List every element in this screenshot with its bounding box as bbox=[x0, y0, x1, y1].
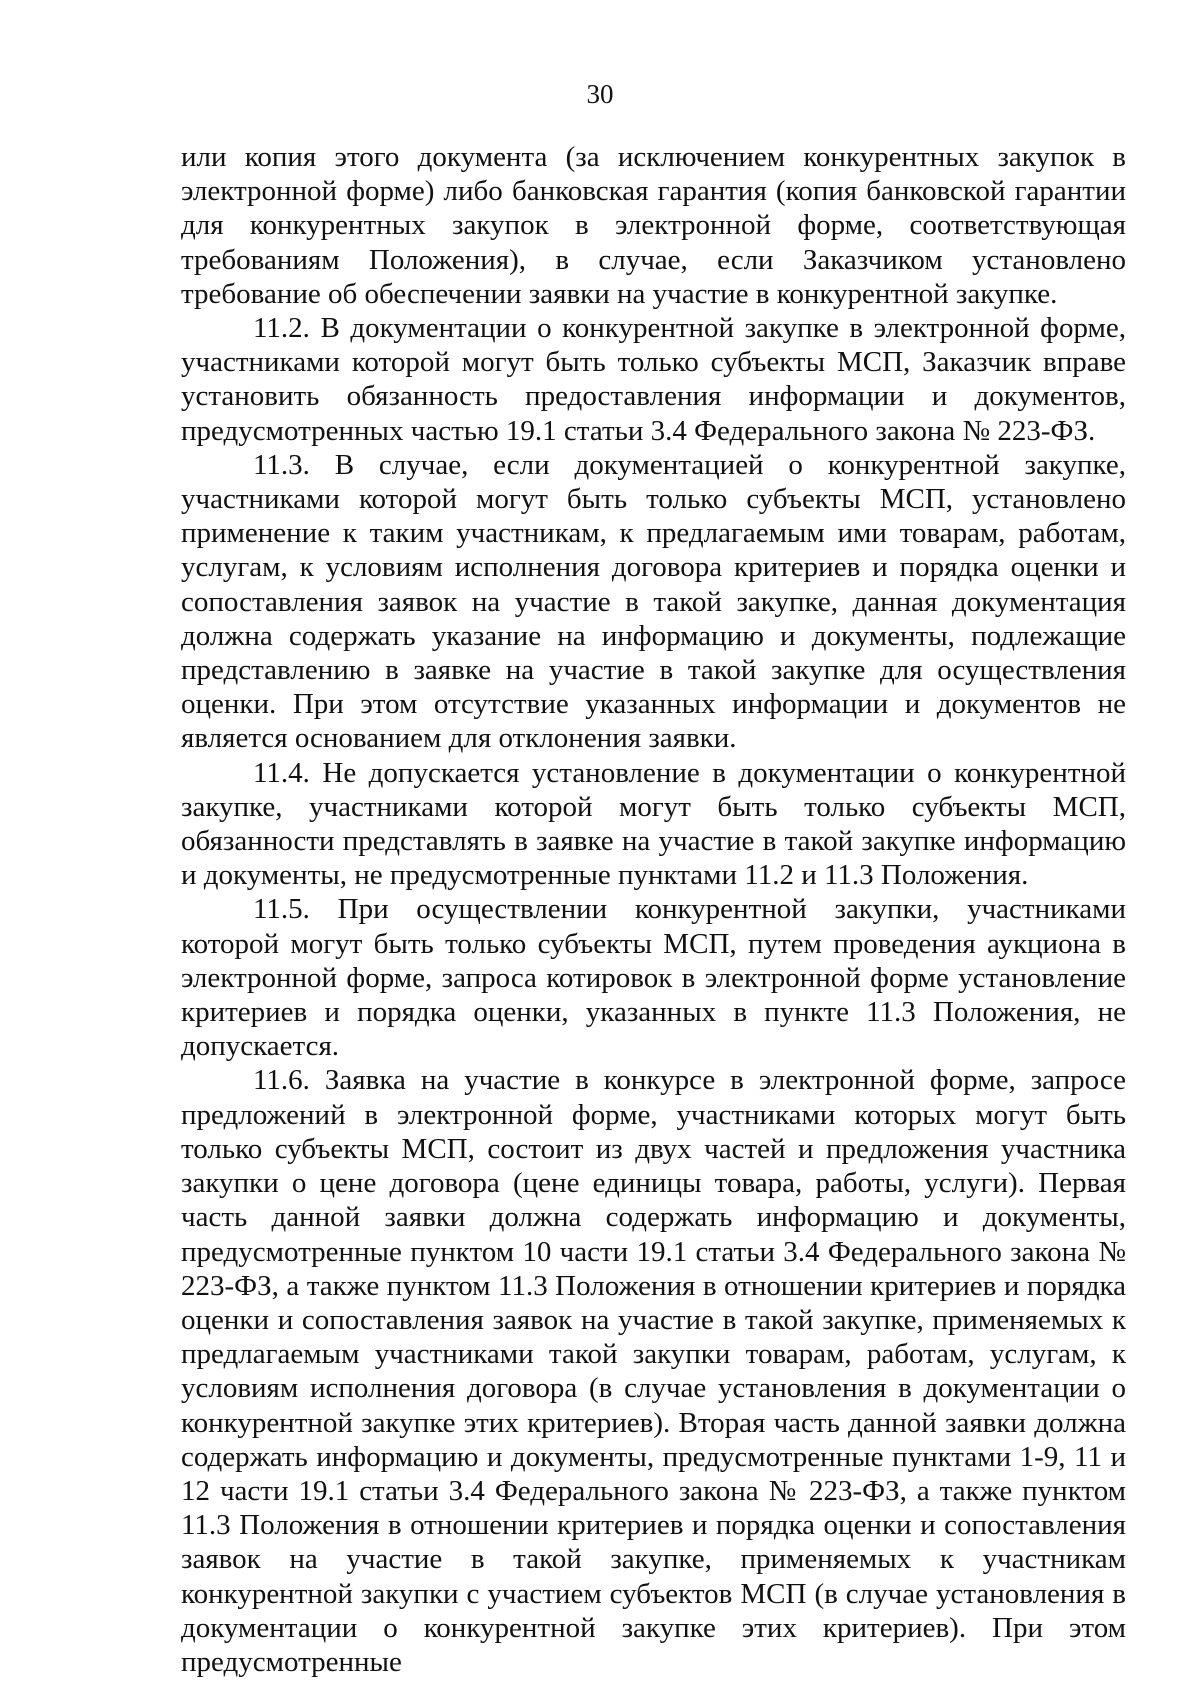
paragraph-11-2: 11.2. В документации о конкурентной закупке в электронной форме, участниками которой могут быть только субъекты МСП, Заказчик вправе установить обязанность предоставления информации и документов, предусмотренных частью 19.1 статьи 3.4 Федерального закона № 223-ФЗ. bbox=[181, 312, 1126, 447]
page-number: 30 bbox=[586, 79, 614, 109]
paragraph-11-6: 11.6. Заявка на участие в конкурсе в электронной форме, запросе предложений в электронной форме, участниками которых могут быть только субъекты МСП, состоит из двух частей и предложения участника закупки о цене договора (цене единицы товара, работы, услуги). Первая часть данной заявки должна содержать информацию и документы, предусмотренные пунктом 10 части 19.1 статьи 3.4 Федерального закона № 223-ФЗ, а также пунктом 11.3 Положения в отношении критериев и порядка оценки и сопоставления заявок на участие в такой закупке, применяемых к предлагаемым участниками такой закупки товарам, работам, услугам, к условиям исполнения договора (в случае установления в документации о конкурентной закупке этих критериев). Вторая часть данной заявки должна содержать информацию и документы, предусмотренные пунктами 1-9, 11 и 12 части 19.1 статьи 3.4 Федерального закона № 223-ФЗ, а также пунктом 11.3 Положения в отношении критериев и порядка оценки и сопоставления заявок на участие в такой закупке, применяемых к участникам конкурентной закупки с участием субъектов МСП (в случае установления в документации о конкурентной закупке этих критериев). При этом предусмотренные bbox=[181, 1064, 1126, 1678]
paragraph-11-3: 11.3. В случае, если документацией о конкурентной закупке, участниками которой могут быть только субъекты МСП, установлено применение к таким участникам, к предлагаемым ими товарам, работам, услугам, к условиям исполнения договора критериев и порядка оценки и сопоставления заявок на участие в такой закупке, данная документация должна содержать указание на информацию и документы, подлежащие представлению в заявке на участие в такой закупке для осуществления оценки. При этом отсутствие указанных информации и документов не является основанием для отклонения заявки. bbox=[181, 448, 1126, 755]
paragraph-11-5: 11.5. При осуществлении конкурентной закупки, участниками которой могут быть только субъекты МСП, путем проведения аукциона в электронной форме, запроса котировок в электронной форме установление критериев и порядка оценки, указанных в пункте 11.3 Положения, не допускается. bbox=[181, 893, 1126, 1063]
paragraph-continuation: или копия этого документа (за исключением конкурентных закупок в электронной форме) либо банковская гарантия (копия банковской гарантии для конкурентных закупок в электронной форме, соответствующая требованиям Положения), в случае, если Заказчиком установлено требование об обеспечении заявки на участие в конкурентной закупке. bbox=[181, 141, 1126, 310]
paragraph-11-4: 11.4. Не допускается установление в документации о конкурентной закупке, участниками которой могут быть только субъекты МСП, обязанности представлять в заявке на участие в такой закупке информацию и документы, не предусмотренные пунктами 11.2 и 11.3 Положения. bbox=[181, 756, 1126, 892]
document-body bbox=[181, 140, 1126, 1679]
